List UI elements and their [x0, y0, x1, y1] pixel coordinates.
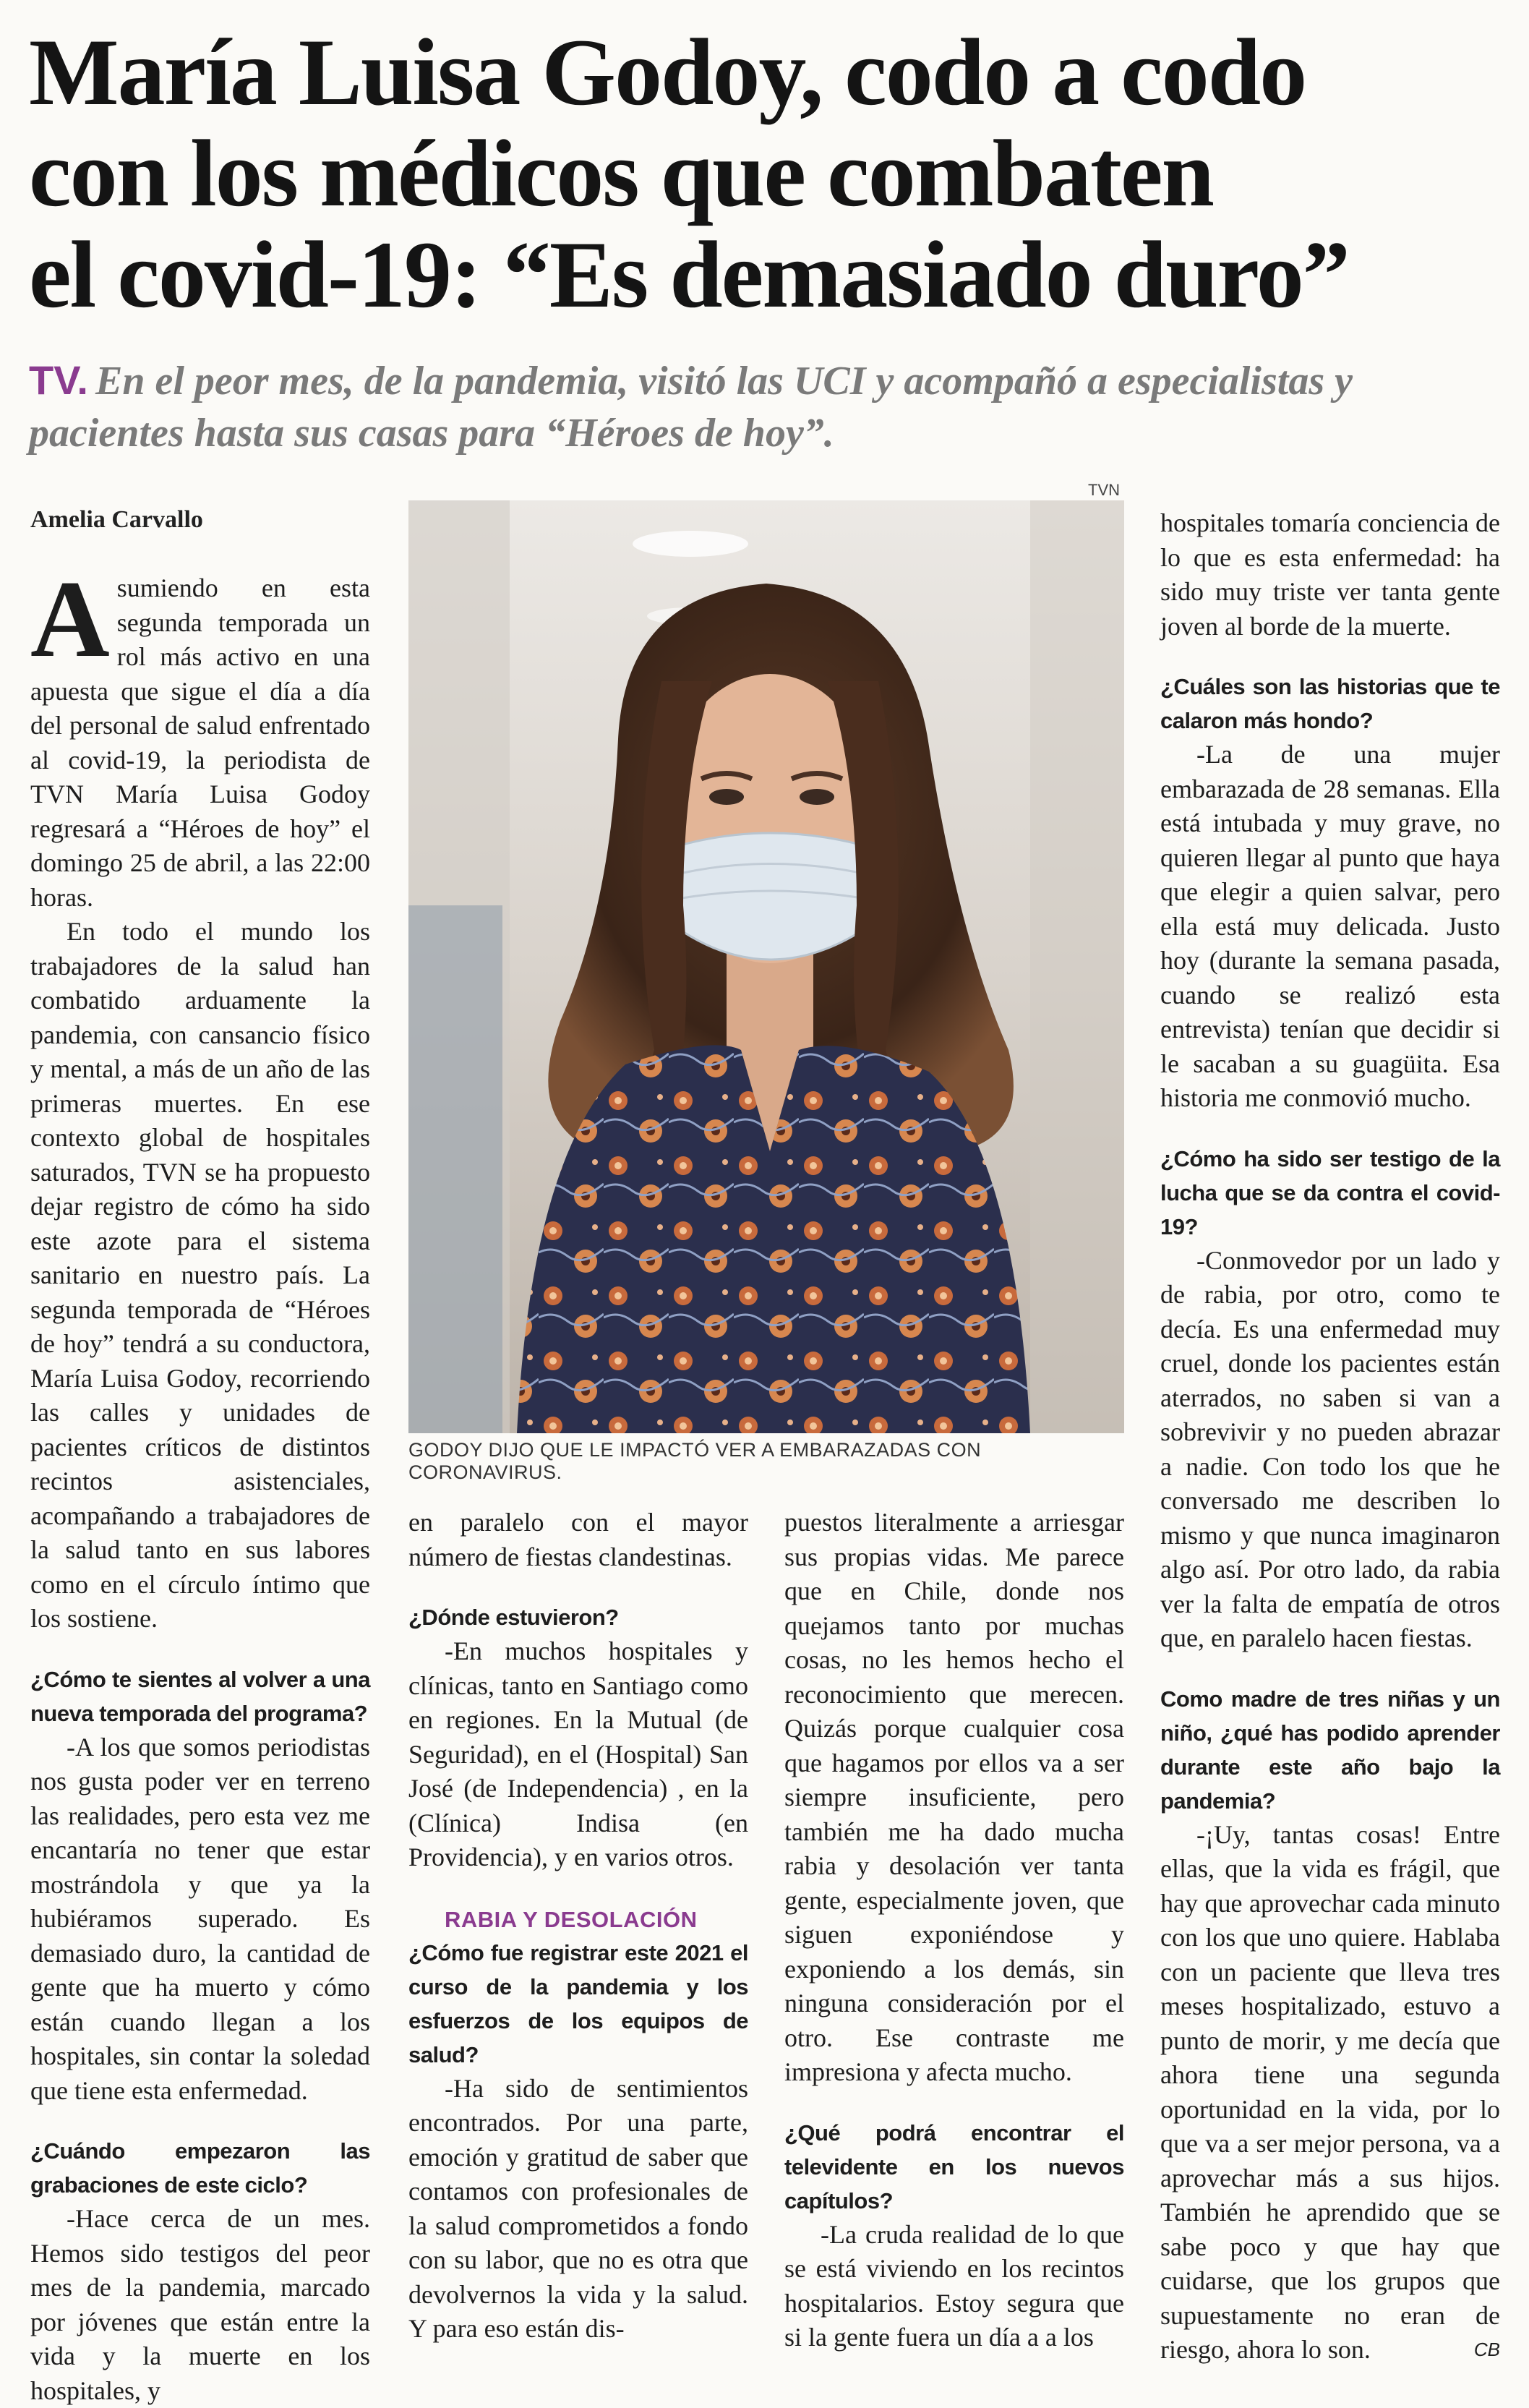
headline-line: con los médicos que combaten — [29, 120, 1213, 226]
answer: -La de una mujer embarazada de 28 semanas. Ella está intubada y muy grave, no quieren llegar al punto que haya que elegir a quien salvar, pero ella está muy delicada. Justo hoy (durante la semana pasada, cuando se realizó esta entrevista) tenían que decidir si le sacaban a su guagüita. Esa historia me conmovió mucho. — [1160, 740, 1500, 1112]
continued-text: en paralelo con el mayor número de fiestas clandestinas. — [408, 1508, 748, 1571]
answer: -La cruda realidad de lo que se está viviendo en los recintos hospitalarios. Estoy segura que si la gente fuera un día a a los — [784, 2219, 1124, 2352]
intro-text: sumiendo en esta segunda temporada un rol más activo en una apuesta que sigue el día a día del personal de salud enfrentado al covid-19, la periodista de TVN María Luisa Godoy regresará a “Héroes de hoy” el domingo 25 de abril, a las 22:00 horas. — [30, 573, 370, 912]
portrait-illustration — [408, 500, 1124, 1433]
column-4 — [1160, 506, 1500, 2368]
question: ¿Cómo te sientes al volver a una nueva temporada del programa? — [30, 1666, 370, 1726]
photo-credit: TVN — [1088, 481, 1120, 499]
byline: Amelia Carvallo — [30, 506, 203, 533]
column-3 — [784, 1506, 1124, 2355]
answer: -A los que somos periodistas nos gusta poder ver en terreno las realidades, pero esta vez me encantaría no tener que estar mostrándola y que ya la hubiéramos superado. Es demasiado duro, la cantidad de gente que ha muerto y cómo están cuando llegan a los hospitales, sin contar la soledad que tiene esta enfermedad. — [30, 1732, 370, 2105]
intro-paragraph — [30, 558, 370, 915]
headline — [29, 19, 1504, 328]
question: ¿Cómo fue registrar este 2021 el curso de la pandemia y los esfuerzos de los equipos de salud? — [408, 1939, 748, 2067]
headline-line: el covid-19: “Es demasiado duro” — [29, 221, 1349, 328]
question: ¿Dónde estuvieron? — [408, 1605, 619, 1630]
subhead: RABIA Y DESOLACIÓN — [445, 1906, 698, 1932]
portrait-photo — [408, 500, 1124, 1433]
answer — [1160, 1818, 1500, 2368]
section-label: TV. — [29, 357, 88, 403]
question: ¿Cómo ha sido ser testigo de la lucha que se da contra el covid-19? — [1160, 1145, 1500, 1239]
question: Como madre de tres niñas y un niño, ¿qué has podido aprender durante este año bajo la pandemia? — [1160, 1686, 1500, 1814]
question: ¿Cuáles son las historias que te calaron más hondo? — [1160, 674, 1500, 733]
body-paragraph: En todo el mundo los trabajadores de la salud han combatido arduamente la pandemia, con cansancio físico y mental, a más de un año de las primeras muertes. En ese contexto global de hospitales saturados, TVN se ha propuesto dejar registro de cómo ha sido este azote para el sistema sanitario en nuestro país. La segunda temporada de “Héroes de hoy” tendrá a su conductora, María Luisa Godoy, recorriendo las calles y unidades de pacientes críticos de distintos recintos asistenciales, acompañando a trabajadores de la salud tanto en sus labores como en el círculo íntimo que los sostiene. — [30, 917, 370, 1633]
continued-text: hospitales tomaría conciencia de lo que es esta enfermedad: ha sido muy triste ver tanta gente joven al borde de la muerte. — [1160, 508, 1500, 641]
answer: -Ha sido de sentimientos encontrados. Por una parte, emoción y gratitud de saber que contamos con profesionales de la salud comprometidos a fondo con su labor, que no es otra que devolvernos la vida y la salud. Y para eso están dis- — [408, 2073, 748, 2343]
deck — [29, 354, 1504, 459]
answer: -Hace cerca de un mes. Hemos sido testigos del peor mes de la pandemia, marcado por jóvenes que están entre la vida y la muerte en los hospitales, y — [30, 2204, 370, 2405]
answer: -En muchos hospitales y clínicas, tanto en Santiago como en regiones. En la Mutual (de Seguridad), en el (Hospital) San José (de Independencia) , en la (Clínica) Indisa (en Providencia), y en varios otros. — [408, 1636, 748, 1871]
deck-text: En el peor mes, de la pandemia, visitó las UCI y acompañó a especialistas y pacientes hasta sus casas para “Héroes de hoy”. — [29, 359, 1353, 456]
column-1 — [30, 558, 370, 2408]
answer-text: -¡Uy, tantas cosas! Entre ellas, que la vida es frágil, que hay que aprovechar cada minuto con los que uno quiere. Hablaba con un paciente que lleva tres meses hospitalizado, estuvo a punto de morir, y me decía que ahora tiene una segunda oportunidad en la vida, por lo que va a ser mejor persona, va a aprovechar más a sus hijos. También he aprendido que se sabe poco y que hay que cuidarse, que los grupos que supuestamente no eran de riesgo, ahora lo son. — [1160, 1819, 1500, 2364]
answer: -Conmovedor por un lado y de rabia, por otro, como te decía. Es una enfermedad muy cruel, donde los pacientes están aterrados, no saben si van a sobrevivir y no pueden abrazar a nadie. Con todo los que he conversado me describen lo mismo y que nunca imaginaron algo así. Por otro lado, da rabia ver la falta de empatía de otros que, en paralelo hacen fiestas. — [1160, 1245, 1500, 1652]
column-2 — [408, 1506, 748, 2347]
question: ¿Qué podrá encontrar el televidente en los nuevos capítulos? — [784, 2119, 1124, 2213]
end-mark: CB — [1473, 2339, 1500, 2360]
question: ¿Cuándo empezaron las grabaciones de este ciclo? — [30, 2138, 370, 2198]
headline-line: María Luisa Godoy, codo a codo — [29, 19, 1306, 125]
photo-caption: GODOY DIJO QUE LE IMPACTÓ VER A EMBARAZADAS CON CORONAVIRUS. — [408, 1439, 982, 1483]
continued-text: puestos literalmente a arriesgar sus propias vidas. Me parece que en Chile, donde nos quejamos tanto por muchas cosas, no les hemos hecho el reconocimiento que merecen. Quizás porque cualquier cosa que hagamos por ellos va a ser siempre insuficiente, pero también me ha dado mucha rabia y desolación ver tanta gente, especialmente joven, que siguen exponiéndose y exponiendo a los demás, sin ninguna consideración por el otro. Ese contraste me impresiona y afecta mucho. — [784, 1508, 1124, 2086]
dropcap: A — [30, 558, 110, 680]
